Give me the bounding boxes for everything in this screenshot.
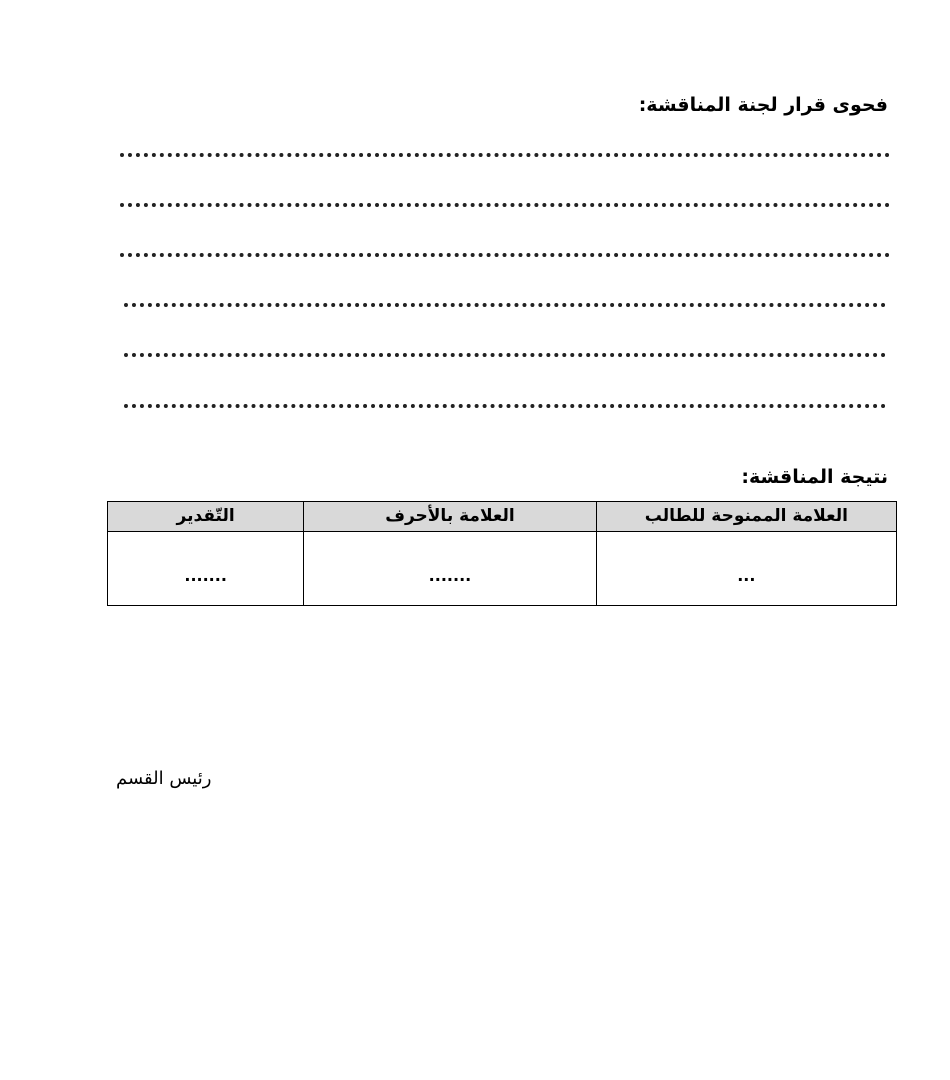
result-heading: نتيجة المناقشة:: [741, 466, 888, 488]
result-table-header-row: [108, 502, 897, 532]
cell-appreciation: .......: [108, 532, 304, 606]
decision-dotted-line: [124, 353, 886, 357]
decision-dotted-line: [124, 303, 886, 307]
header-grade-given: العلامة الممنوحة للطالب: [596, 502, 896, 532]
decision-dotted-line: [120, 203, 890, 207]
header-grade-in-letters: العلامة بالأحرف: [304, 502, 596, 532]
decision-dotted-line: [120, 153, 890, 157]
decision-heading: فحوى قرار لجنة المناقشة:: [638, 94, 888, 116]
department-head-signature-label: رئيس القسم: [116, 768, 212, 789]
header-appreciation: التّقدير: [108, 502, 304, 532]
result-table-row: [108, 532, 897, 606]
decision-dotted-line: [120, 253, 890, 257]
decision-dotted-line: [124, 404, 886, 408]
cell-grade-in-letters: .......: [304, 532, 596, 606]
cell-grade-given: ...: [596, 532, 896, 606]
result-table: [107, 501, 897, 606]
